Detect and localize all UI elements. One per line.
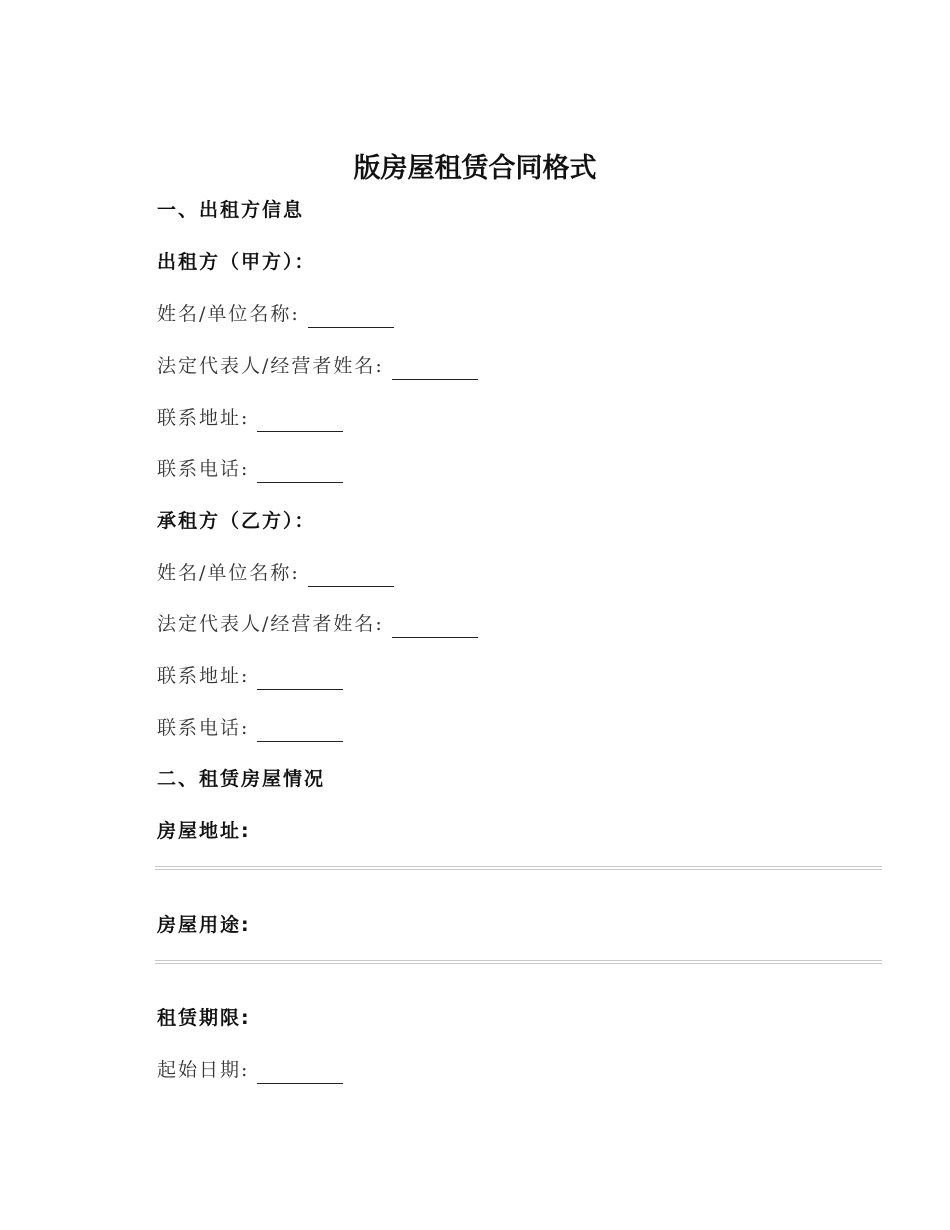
start-date-row [157, 1056, 343, 1084]
party-a-representative-label: 法定代表人/经营者姓名: [157, 355, 384, 377]
party-a-address-label: 联系地址: [157, 407, 250, 429]
party-b-phone-blank[interactable] [257, 721, 343, 742]
party-b-name-label: 姓名/单位名称: [157, 562, 300, 584]
start-date-label: 起始日期: [157, 1059, 250, 1081]
party-a-phone-blank[interactable] [257, 462, 343, 483]
party-a-heading: 出租方（甲方）： [157, 251, 316, 273]
section-heading-lessor-info: 一、出租方信息 [157, 199, 305, 221]
section-heading-property: 二、租赁房屋情况 [157, 768, 326, 790]
party-a-name-blank[interactable] [308, 307, 394, 328]
party-a-name-row [157, 300, 394, 328]
party-b-address-blank[interactable] [257, 669, 343, 690]
property-usage-divider [155, 960, 882, 964]
party-a-phone-row [157, 455, 343, 483]
party-b-representative-label: 法定代表人/经营者姓名: [157, 613, 384, 635]
party-a-representative-row [157, 352, 478, 380]
start-date-blank[interactable] [257, 1063, 343, 1084]
property-address-divider [155, 866, 882, 870]
party-b-address-label: 联系地址: [157, 665, 250, 687]
party-a-address-blank[interactable] [257, 411, 343, 432]
lease-term-label: 租赁期限: [157, 1007, 251, 1029]
party-b-representative-blank[interactable] [392, 617, 478, 638]
party-b-heading: 承租方（乙方）： [157, 510, 316, 532]
party-b-name-row [157, 559, 394, 587]
party-a-address-row [157, 404, 343, 432]
property-address-label: 房屋地址: [157, 820, 251, 842]
document-title: 版房屋租赁合同格式 [353, 153, 597, 184]
party-b-name-blank[interactable] [308, 566, 394, 587]
property-usage-label: 房屋用途: [157, 914, 251, 936]
party-b-phone-row [157, 714, 343, 742]
party-b-representative-row [157, 610, 478, 638]
party-a-name-label: 姓名/单位名称: [157, 303, 300, 325]
party-b-phone-label: 联系电话: [157, 717, 250, 739]
party-a-phone-label: 联系电话: [157, 458, 250, 480]
party-a-representative-blank[interactable] [392, 359, 478, 380]
party-b-address-row [157, 662, 343, 690]
